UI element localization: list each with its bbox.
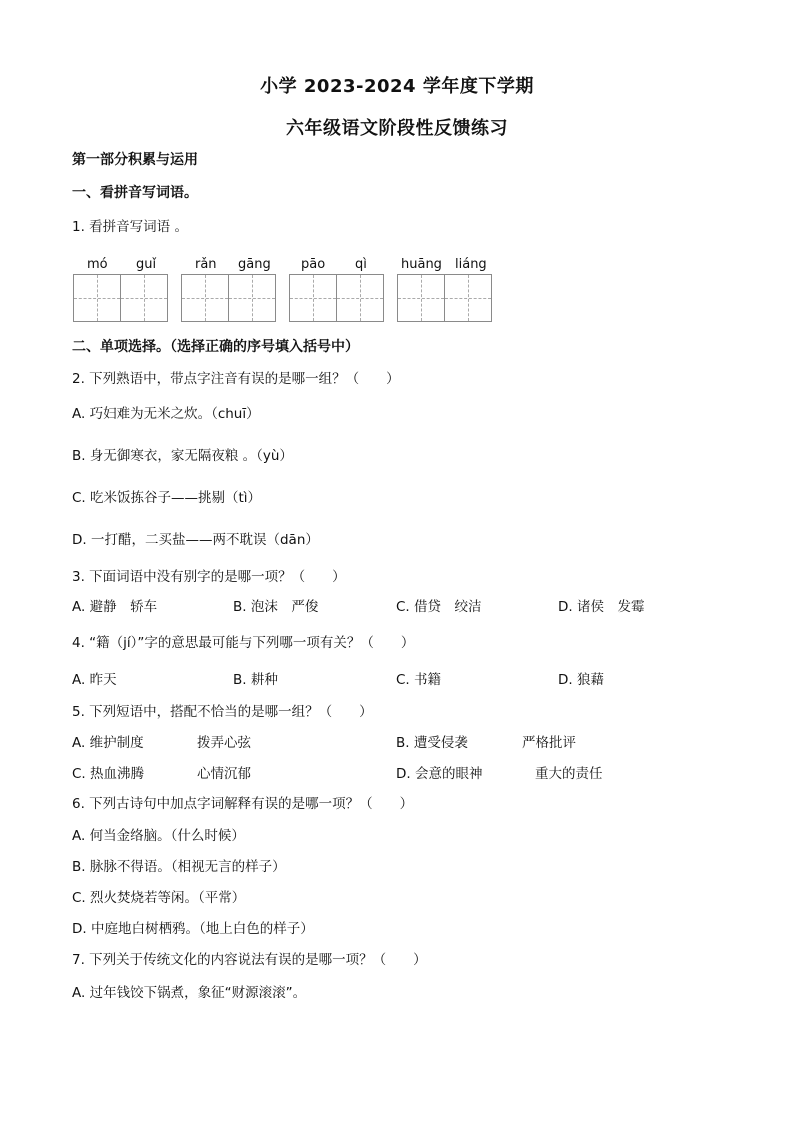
writing-cell[interactable] — [336, 274, 384, 322]
q4-option-b: B. 耕种 — [233, 672, 278, 688]
q2-option-a: A. 巧妇难为无米之炊。（chuī） — [72, 406, 260, 422]
q1-answer-grid[interactable] — [289, 274, 383, 322]
q6-option-a: A. 何当金络脑。（什么时候） — [72, 828, 245, 844]
part1-heading: 第一部分积累与运用 — [72, 152, 198, 168]
q1-pinyin: gāng — [238, 257, 271, 272]
q4-option-c: C. 书籍 — [396, 672, 442, 688]
q5-option-a: A. 维护制度 — [72, 735, 144, 751]
q5-option-d: D. 会意的眼神 — [396, 766, 483, 782]
q1-pinyin: liáng — [455, 257, 487, 272]
q1-pinyin: rǎn — [195, 257, 217, 272]
q3-option-d: D. 诸侯 发霉 — [558, 599, 645, 615]
q7-stem: 7. 下列关于传统文化的内容说法有误的是哪一项？（ ） — [72, 952, 427, 968]
writing-cell[interactable] — [444, 274, 492, 322]
writing-cell[interactable] — [120, 274, 168, 322]
q3-option-a: A. 避静 轿车 — [72, 599, 158, 615]
q1-pinyin: guǐ — [136, 257, 157, 272]
writing-cell[interactable] — [228, 274, 276, 322]
exam-title-line1: 小学 2023-2024 学年度下学期 — [260, 76, 534, 97]
q6-option-c: C. 烈火焚烧若等闲。（平常） — [72, 890, 246, 906]
q2-option-b: B. 身无御寒衣，家无隔夜粮 。（yù） — [72, 448, 293, 464]
writing-cell[interactable] — [289, 274, 337, 322]
q2-option-d: D. 一打醋，二买盐——两不耽误（dān） — [72, 532, 319, 548]
writing-cell[interactable] — [73, 274, 121, 322]
q6-option-d: D. 中庭地白树栖鸦。（地上白色的样子） — [72, 921, 314, 937]
q1-answer-grid[interactable] — [181, 274, 275, 322]
q6-option-b: B. 脉脉不得语。（相视无言的样子） — [72, 859, 286, 875]
q1-answer-grid[interactable] — [73, 274, 167, 322]
q1-answer-grid[interactable] — [397, 274, 491, 322]
q5-option-c: C. 热血沸腾 — [72, 766, 145, 782]
section2-heading: 二、单项选择。（选择正确的序号填入括号中） — [72, 339, 359, 355]
writing-cell[interactable] — [397, 274, 445, 322]
q3-stem: 3. 下面词语中没有别字的是哪一项？（ ） — [72, 569, 346, 585]
q1-pinyin: pāo — [301, 257, 326, 272]
q3-option-c: C. 借贷 绞洁 — [396, 599, 482, 615]
q2-stem: 2. 下列熟语中，带点字注音有误的是哪一组？（ ） — [72, 371, 400, 387]
q5-option-b: B. 遭受侵袭 — [396, 735, 468, 751]
section1-heading: 一、看拼音写词语。 — [72, 185, 198, 201]
q5-stem: 5. 下列短语中，搭配不恰当的是哪一组？（ ） — [72, 704, 373, 720]
q2-option-c: C. 吃米饭拣谷子——挑剔（tì） — [72, 490, 262, 506]
q5-option-b-phrase2: 严格批评 — [522, 735, 576, 751]
q5-option-d-phrase2: 重大的责任 — [535, 766, 603, 782]
q4-option-d: D. 狼藉 — [558, 672, 604, 688]
q5-option-a-phrase2: 拨弄心弦 — [197, 735, 251, 751]
writing-cell[interactable] — [181, 274, 229, 322]
q1-stem: 1. 看拼音写词语 。 — [72, 219, 188, 235]
q3-option-b: B. 泡沫 严俊 — [233, 599, 319, 615]
q1-pinyin: qì — [355, 257, 367, 272]
q5-option-c-phrase2: 心情沉郁 — [197, 766, 251, 782]
q6-stem: 6. 下列古诗句中加点字词解释有误的是哪一项？（ ） — [72, 796, 414, 812]
q4-stem: 4. “籍（jí）”字的意思最可能与下列哪一项有关？（ ） — [72, 635, 415, 651]
q4-option-a: A. 昨天 — [72, 672, 117, 688]
exam-title-line2: 六年级语文阶段性反馈练习 — [286, 118, 508, 139]
q7-option-a: A. 过年钱饺下锅煮，象征“财源滚滚”。 — [72, 985, 307, 1001]
q1-pinyin: mó — [87, 257, 108, 272]
q1-pinyin: huāng — [401, 257, 442, 272]
